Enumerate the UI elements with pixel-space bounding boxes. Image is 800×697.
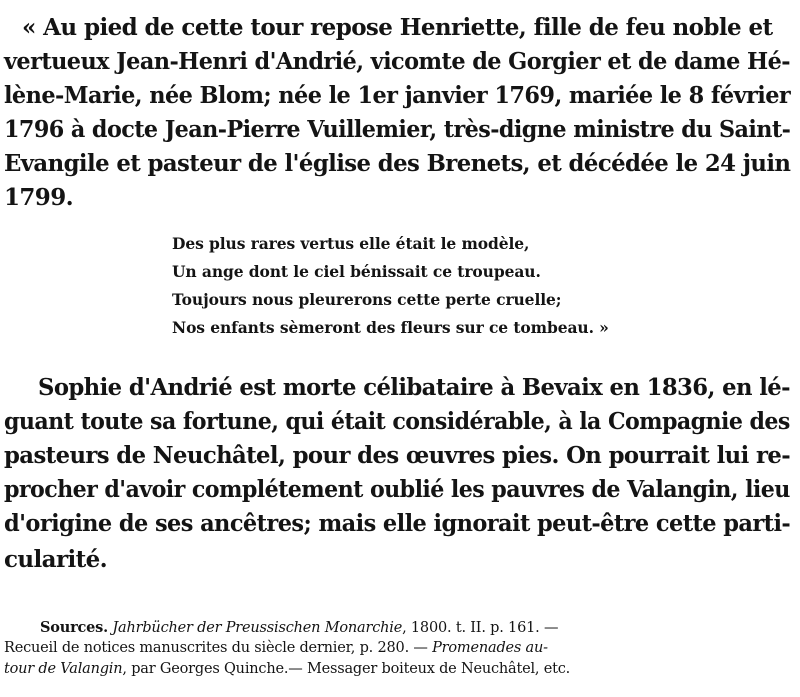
quote-line-2: vertueux Jean-Henri d'Andrié, vicomte de Gorgier et de dame Hé- bbox=[4, 48, 790, 75]
body-line-4: procher d'avoir complétement oublié les pauvres de Valangin, lieu bbox=[4, 476, 790, 503]
body-line-1: Sophie d'Andrié est morte célibataire à Bevaix en 1836, en lé- bbox=[38, 374, 791, 401]
verse-line-1: Des plus rares vertus elle était le modèle, bbox=[172, 234, 530, 253]
body-line-6: cularité. bbox=[4, 546, 108, 573]
body-line-5: d'origine de ses ancêtres; mais elle ignorait peut-être cette parti- bbox=[4, 510, 791, 537]
verse-line-3: Toujours nous pleurerons cette perte cruelle; bbox=[172, 290, 562, 309]
verse-line-2: Un ange dont le ciel bénissait ce troupeau. bbox=[172, 262, 541, 281]
body-line-2: guant toute sa fortune, qui était considérable, à la Compagnie des bbox=[4, 408, 790, 435]
quote-line-5: Evangile et pasteur de l'église des Brenets, et décédée le 24 juin bbox=[4, 150, 791, 177]
verse-line-4: Nos enfants sèmeront des fleurs sur ce tombeau. » bbox=[172, 318, 609, 337]
quote-line-1: « Au pied de cette tour repose Henriette, fille de feu noble et bbox=[22, 14, 773, 41]
sources-title-1: Jahrbücher der Preussischen Monarchie bbox=[112, 620, 403, 636]
sources-line-1 bbox=[40, 619, 558, 636]
body-line-3: pasteurs de Neuchâtel, pour des œuvres pies. On pourrait lui re- bbox=[4, 442, 791, 469]
sources-line-2-text: Recueil de notices manuscrites du siècle dernier, p. 280. — bbox=[4, 640, 428, 656]
sources-line-1-rest: , 1800. t. II. p. 161. — bbox=[402, 620, 559, 636]
quote-line-4: 1796 à docte Jean-Pierre Vuillemier, très-digne ministre du Saint- bbox=[4, 116, 791, 143]
quote-line-3: lène-Marie, née Blom; née le 1er janvier 1769, mariée le 8 février bbox=[4, 82, 791, 109]
sources-line-3 bbox=[4, 661, 570, 677]
sources-label: Sources. bbox=[40, 619, 108, 636]
sources-line-2 bbox=[4, 640, 548, 656]
sources-title-2b: tour de Valangin bbox=[4, 661, 123, 677]
sources-line-3-rest: , par Georges Quinche.— Messager boiteux de Neuchâtel, etc. bbox=[122, 661, 571, 677]
sources-title-2a: Promenades au- bbox=[432, 640, 548, 656]
quote-line-6: 1799. bbox=[4, 184, 74, 211]
